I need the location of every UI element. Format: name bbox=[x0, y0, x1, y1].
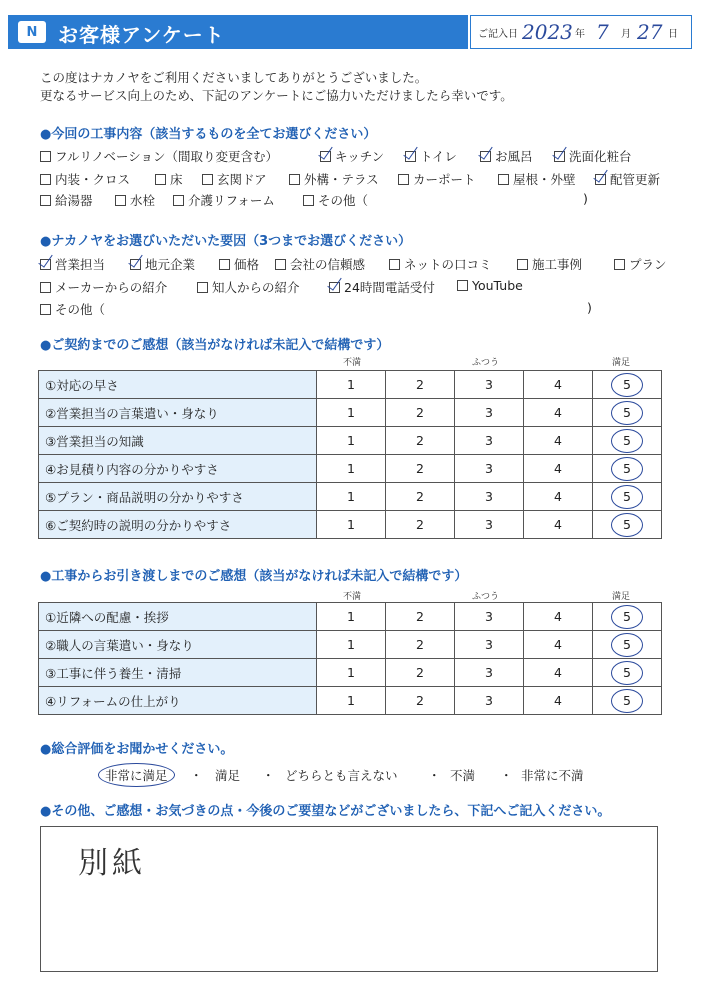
section1-option[interactable] bbox=[289, 170, 379, 188]
checkbox[interactable] bbox=[130, 259, 141, 270]
rating-row bbox=[39, 399, 662, 427]
checkbox[interactable] bbox=[40, 151, 51, 162]
rating-number: 3 bbox=[485, 489, 493, 504]
checkbox[interactable] bbox=[498, 174, 509, 185]
checkbox[interactable] bbox=[480, 151, 491, 162]
section1-option[interactable] bbox=[320, 147, 384, 165]
rating-number: 4 bbox=[554, 461, 562, 476]
section1-option-label: カーポート bbox=[413, 172, 476, 187]
rating-number: 1 bbox=[347, 433, 355, 448]
rating-cell-2[interactable] bbox=[386, 511, 455, 539]
section1-option-label: フルリノベーション（間取り変更含む） bbox=[55, 149, 279, 164]
rating-number: 1 bbox=[347, 489, 355, 504]
rating-number: 5 bbox=[611, 513, 643, 537]
checkbox[interactable] bbox=[202, 174, 213, 185]
section1-option[interactable] bbox=[595, 170, 660, 188]
section1-option[interactable] bbox=[554, 147, 632, 165]
section2-option[interactable] bbox=[130, 255, 195, 273]
rating-number: 5 bbox=[611, 373, 643, 397]
rating-number: 2 bbox=[416, 433, 424, 448]
rating-cell-2[interactable] bbox=[386, 455, 455, 483]
section2-option[interactable] bbox=[614, 255, 667, 273]
section2-option[interactable] bbox=[197, 278, 300, 296]
rating-number: 1 bbox=[347, 637, 355, 652]
rating-number: 1 bbox=[347, 405, 355, 420]
rating-cell-4[interactable] bbox=[524, 603, 593, 631]
rating-number: 1 bbox=[347, 461, 355, 476]
checkbox[interactable] bbox=[219, 259, 230, 270]
rating-question: ④お見積り内容の分かりやすさ bbox=[39, 455, 317, 483]
checkbox[interactable] bbox=[40, 282, 51, 293]
rating-row bbox=[39, 511, 662, 539]
rating-number: 3 bbox=[485, 609, 493, 624]
rating-number: 4 bbox=[554, 517, 562, 532]
section2-option-label: 地元企業 bbox=[145, 257, 196, 272]
section1-option[interactable] bbox=[40, 170, 130, 188]
rating-number: 3 bbox=[485, 405, 493, 420]
section2-option[interactable] bbox=[275, 255, 365, 273]
rating-number: 5 bbox=[611, 605, 643, 629]
section1-option-label: 屋根・外壁 bbox=[513, 172, 576, 187]
rating-cell-2[interactable] bbox=[386, 399, 455, 427]
checkbox[interactable] bbox=[275, 259, 286, 270]
section-contract-title: ●ご契約までのご感想（該当がなければ未記入で結構です） bbox=[40, 338, 390, 353]
rating-number: 2 bbox=[416, 609, 424, 624]
rating-question: ⑥ご契約時の説明の分かりやすさ bbox=[39, 511, 317, 539]
section2-option-label: 価格 bbox=[234, 257, 260, 272]
rating-row bbox=[39, 631, 662, 659]
rating-number: 4 bbox=[554, 609, 562, 624]
rating-cell-1[interactable] bbox=[317, 427, 386, 455]
logo-text: N bbox=[26, 24, 38, 40]
section1-option-label: お風呂 bbox=[495, 149, 533, 164]
rating-number: 2 bbox=[416, 637, 424, 652]
rating-cell-4[interactable] bbox=[524, 427, 593, 455]
rating-question: ①対応の早さ bbox=[39, 371, 317, 399]
scale-low: 不満 bbox=[343, 358, 362, 368]
rating-cell-5[interactable] bbox=[593, 659, 662, 687]
rating-number: 2 bbox=[416, 489, 424, 504]
rating-number: 5 bbox=[611, 429, 643, 453]
section2-option[interactable] bbox=[219, 255, 259, 273]
checkbox[interactable] bbox=[303, 195, 314, 206]
section1-option[interactable] bbox=[498, 170, 576, 188]
checkbox[interactable] bbox=[595, 174, 606, 185]
page-title: お客様アンケート bbox=[58, 23, 225, 47]
rating-cell-1[interactable] bbox=[317, 511, 386, 539]
section2-option-label: 施工事例 bbox=[532, 257, 583, 272]
section2-option[interactable] bbox=[329, 278, 435, 296]
section1-option[interactable] bbox=[115, 191, 155, 209]
section2-option-label: メーカーからの紹介 bbox=[55, 280, 168, 295]
overall-separator: ・ bbox=[190, 768, 203, 783]
rating-cell-5[interactable] bbox=[593, 687, 662, 715]
rating-number: 2 bbox=[416, 517, 424, 532]
overall-option[interactable]: 満足 bbox=[215, 768, 241, 783]
intro-line-1: この度はナカノヤをご利用くださいましてありがとうございました。 bbox=[40, 70, 428, 85]
rating-cell-2[interactable] bbox=[386, 483, 455, 511]
rating-cell-4[interactable] bbox=[524, 399, 593, 427]
rating-cell-3[interactable] bbox=[455, 631, 524, 659]
rating-cell-5[interactable] bbox=[593, 399, 662, 427]
month-unit: 月 bbox=[621, 29, 631, 40]
section2-option-label: その他（ bbox=[55, 302, 106, 317]
rating-question: ③営業担当の知識 bbox=[39, 427, 317, 455]
rating-cell-1[interactable] bbox=[317, 687, 386, 715]
checkbox[interactable] bbox=[398, 174, 409, 185]
rating-cell-3[interactable] bbox=[455, 511, 524, 539]
rating-cell-1[interactable] bbox=[317, 659, 386, 687]
section2-option-label: 知人からの紹介 bbox=[212, 280, 300, 295]
scale-low-2: 不満 bbox=[343, 592, 362, 602]
scale-mid-2: ふつう bbox=[472, 592, 500, 602]
section-reason-other-close: ) bbox=[587, 300, 592, 315]
rating-question: ③工事に伴う養生・清掃 bbox=[39, 659, 317, 687]
overall-option[interactable]: 不満 bbox=[450, 768, 476, 783]
section1-option[interactable] bbox=[398, 170, 476, 188]
rating-cell-4[interactable] bbox=[524, 483, 593, 511]
rating-cell-3[interactable] bbox=[455, 399, 524, 427]
rating-cell-4[interactable] bbox=[524, 687, 593, 715]
rating-cell-2[interactable] bbox=[386, 687, 455, 715]
section1-option-label: 給湯器 bbox=[55, 193, 93, 208]
rating-cell-5[interactable] bbox=[593, 427, 662, 455]
rating-row bbox=[39, 687, 662, 715]
checkbox[interactable] bbox=[405, 151, 416, 162]
checkbox[interactable] bbox=[457, 280, 468, 291]
rating-number: 5 bbox=[611, 633, 643, 657]
date-label: ご記入日 bbox=[478, 29, 518, 40]
rating-cell-1[interactable] bbox=[317, 483, 386, 511]
rating-number: 2 bbox=[416, 461, 424, 476]
rating-cell-4[interactable] bbox=[524, 455, 593, 483]
section1-option[interactable] bbox=[202, 170, 267, 188]
rating-number: 3 bbox=[485, 637, 493, 652]
rating-cell-5[interactable] bbox=[593, 631, 662, 659]
rating-number: 4 bbox=[554, 377, 562, 392]
rating-number: 1 bbox=[347, 377, 355, 392]
scale-high-2: 満足 bbox=[612, 592, 631, 602]
scale-mid: ふつう bbox=[472, 358, 500, 368]
section1-option-label: その他（ bbox=[318, 193, 369, 208]
rating-number: 3 bbox=[485, 461, 493, 476]
rating-number: 1 bbox=[347, 517, 355, 532]
section2-option[interactable] bbox=[389, 255, 492, 273]
section2-option[interactable] bbox=[457, 278, 523, 293]
rating-row bbox=[39, 371, 662, 399]
rating-cell-2[interactable] bbox=[386, 659, 455, 687]
rating-number: 5 bbox=[611, 401, 643, 425]
rating-cell-4[interactable] bbox=[524, 371, 593, 399]
rating-question: ②営業担当の言葉遣い・身なり bbox=[39, 399, 317, 427]
rating-number: 2 bbox=[416, 377, 424, 392]
checkbox[interactable] bbox=[40, 259, 51, 270]
construction-rating-table bbox=[38, 602, 662, 715]
rating-number: 1 bbox=[347, 665, 355, 680]
rating-cell-5[interactable] bbox=[593, 483, 662, 511]
rating-cell-3[interactable] bbox=[455, 603, 524, 631]
overall-separator: ・ bbox=[500, 768, 513, 783]
rating-number: 4 bbox=[554, 693, 562, 708]
rating-number: 4 bbox=[554, 433, 562, 448]
rating-question: ②職人の言葉遣い・身なり bbox=[39, 631, 317, 659]
day-unit: 日 bbox=[668, 29, 678, 40]
rating-number: 3 bbox=[485, 517, 493, 532]
rating-question: ④リフォームの仕上がり bbox=[39, 687, 317, 715]
section1-option[interactable] bbox=[155, 170, 183, 188]
section1-option-label: 外構・テラス bbox=[304, 172, 379, 187]
checkbox[interactable] bbox=[40, 304, 51, 315]
checkbox[interactable] bbox=[389, 259, 400, 270]
rating-number: 5 bbox=[611, 661, 643, 685]
contract-rating-table bbox=[38, 370, 662, 539]
checkbox[interactable] bbox=[197, 282, 208, 293]
section-work-title: ●今回の工事内容（該当するものを全てお選びください） bbox=[40, 127, 377, 142]
rating-number: 2 bbox=[416, 405, 424, 420]
rating-row bbox=[39, 483, 662, 511]
section-overall-title: ●総合評価をお聞かせください。 bbox=[40, 742, 234, 757]
rating-cell-5[interactable] bbox=[593, 603, 662, 631]
section1-option-label: キッチン bbox=[335, 149, 385, 164]
rating-question: ⑤プラン・商品説明の分かりやすさ bbox=[39, 483, 317, 511]
section1-option-label: 床 bbox=[170, 172, 183, 187]
rating-number: 4 bbox=[554, 489, 562, 504]
rating-cell-3[interactable] bbox=[455, 687, 524, 715]
section2-option[interactable] bbox=[40, 278, 167, 296]
checkbox[interactable] bbox=[115, 195, 126, 206]
year-value[interactable]: 2023 bbox=[522, 20, 573, 44]
rating-row bbox=[39, 659, 662, 687]
overall-option[interactable]: 非常に満足 bbox=[98, 763, 175, 787]
rating-cell-2[interactable] bbox=[386, 427, 455, 455]
rating-row bbox=[39, 603, 662, 631]
section1-option[interactable] bbox=[173, 191, 275, 209]
section1-option[interactable] bbox=[40, 147, 278, 165]
checkbox[interactable] bbox=[320, 151, 331, 162]
section1-option[interactable] bbox=[405, 147, 457, 165]
section2-option-label: YouTube bbox=[472, 278, 523, 293]
section2-option[interactable] bbox=[40, 255, 105, 273]
rating-number: 3 bbox=[485, 693, 493, 708]
rating-row bbox=[39, 427, 662, 455]
rating-cell-5[interactable] bbox=[593, 371, 662, 399]
section1-option-label: 玄関ドア bbox=[217, 172, 267, 187]
section-work-other-close: ) bbox=[583, 191, 588, 206]
rating-cell-2[interactable] bbox=[386, 631, 455, 659]
section1-option-label: トイレ bbox=[420, 149, 457, 164]
rating-cell-1[interactable] bbox=[317, 399, 386, 427]
rating-number: 3 bbox=[485, 377, 493, 392]
rating-cell-1[interactable] bbox=[317, 455, 386, 483]
scale-high: 満足 bbox=[612, 358, 631, 368]
rating-cell-1[interactable] bbox=[317, 631, 386, 659]
section2-option-label: プラン bbox=[629, 257, 667, 272]
rating-cell-4[interactable] bbox=[524, 631, 593, 659]
month-value[interactable]: 7 bbox=[596, 20, 609, 44]
rating-cell-3[interactable] bbox=[455, 455, 524, 483]
overall-option[interactable]: 非常に不満 bbox=[521, 768, 584, 783]
rating-cell-3[interactable] bbox=[455, 659, 524, 687]
overall-option[interactable]: どちらとも言えない bbox=[285, 768, 398, 783]
company-logo bbox=[18, 21, 46, 43]
rating-number: 3 bbox=[485, 433, 493, 448]
rating-number: 3 bbox=[485, 665, 493, 680]
checkbox[interactable] bbox=[329, 282, 340, 293]
rating-number: 1 bbox=[347, 693, 355, 708]
rating-cell-1[interactable] bbox=[317, 603, 386, 631]
rating-cell-2[interactable] bbox=[386, 371, 455, 399]
checkbox[interactable] bbox=[173, 195, 184, 206]
checkbox[interactable] bbox=[554, 151, 565, 162]
section2-option-label: 会社の信頼感 bbox=[290, 257, 366, 272]
checkbox[interactable] bbox=[40, 174, 51, 185]
rating-number: 2 bbox=[416, 693, 424, 708]
checkbox[interactable] bbox=[614, 259, 625, 270]
section1-option-label: 配管更新 bbox=[610, 172, 661, 187]
section-construction-title: ●工事からお引き渡しまでのご感想（該当がなければ未記入で結構です） bbox=[40, 569, 468, 584]
rating-cell-3[interactable] bbox=[455, 427, 524, 455]
comment-handwriting: 別紙 bbox=[78, 846, 146, 881]
rating-cell-3[interactable] bbox=[455, 371, 524, 399]
section1-option[interactable] bbox=[303, 191, 368, 209]
rating-number: 5 bbox=[611, 689, 643, 713]
checkbox[interactable] bbox=[289, 174, 300, 185]
intro-line-2: 更なるサービス向上のため、下記のアンケートにご協力いただけましたら幸いです。 bbox=[40, 88, 513, 103]
section1-option[interactable] bbox=[480, 147, 533, 165]
rating-number: 5 bbox=[611, 485, 643, 509]
rating-cell-3[interactable] bbox=[455, 483, 524, 511]
rating-cell-2[interactable] bbox=[386, 603, 455, 631]
rating-cell-4[interactable] bbox=[524, 659, 593, 687]
section1-option-label: 洗面化粧台 bbox=[569, 149, 632, 164]
year-unit: 年 bbox=[575, 29, 585, 40]
section2-option-label: 営業担当 bbox=[55, 257, 106, 272]
rating-number: 4 bbox=[554, 405, 562, 420]
rating-number: 4 bbox=[554, 637, 562, 652]
section2-option[interactable] bbox=[517, 255, 582, 273]
section2-option-label: ネットの口コミ bbox=[404, 257, 492, 272]
rating-cell-4[interactable] bbox=[524, 511, 593, 539]
day-value[interactable]: 27 bbox=[637, 20, 663, 44]
section2-option-label: 24時間電話受付 bbox=[344, 280, 435, 295]
rating-number: 4 bbox=[554, 665, 562, 680]
section1-option[interactable] bbox=[40, 191, 93, 209]
checkbox[interactable] bbox=[40, 195, 51, 206]
section-comments-title: ●その他、ご感想・お気づきの点・今後のご要望などがございましたら、下記へご記入ください。 bbox=[40, 804, 611, 819]
overall-separator: ・ bbox=[428, 768, 441, 783]
section2-option[interactable] bbox=[40, 300, 105, 318]
rating-cell-5[interactable] bbox=[593, 511, 662, 539]
rating-number: 5 bbox=[611, 457, 643, 481]
rating-number: 1 bbox=[347, 609, 355, 624]
section1-option-label: 水栓 bbox=[130, 193, 156, 208]
rating-number: 2 bbox=[416, 665, 424, 680]
section1-option-label: 介護リフォーム bbox=[188, 193, 275, 208]
section1-option-label: 内装・クロス bbox=[55, 172, 131, 187]
rating-cell-5[interactable] bbox=[593, 455, 662, 483]
checkbox[interactable] bbox=[517, 259, 528, 270]
rating-row bbox=[39, 455, 662, 483]
checkbox[interactable] bbox=[155, 174, 166, 185]
rating-question: ①近隣への配慮・挨拶 bbox=[39, 603, 317, 631]
overall-separator: ・ bbox=[262, 768, 275, 783]
section-reason-title: ●ナカノヤをお選びいただいた要因（3つまでお選びください） bbox=[40, 234, 412, 249]
rating-cell-1[interactable] bbox=[317, 371, 386, 399]
